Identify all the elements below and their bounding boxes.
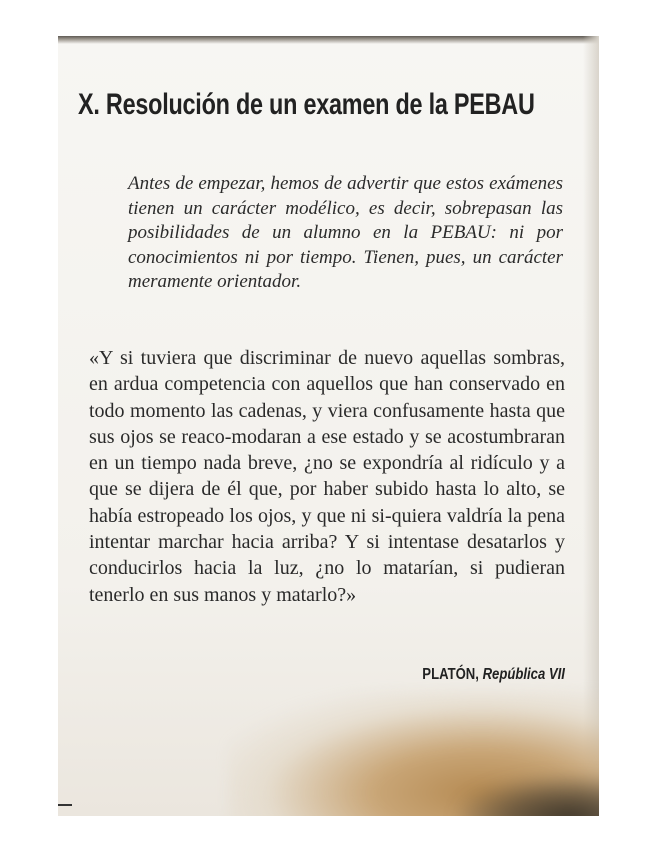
section-title: X. Resolución de un examen de la PEBAU [78, 88, 535, 121]
book-page [58, 36, 599, 816]
quote-paragraph: «Y si tuviera que discriminar de nuevo aquellas sombras, en ardua competencia con aquellos que han conservado en todo momento las cadenas, y viera confusamente hasta que sus ojos se reaco-modaran a ese estado y se acostumbraran en un tiempo nada breve, ¿no se expondría al ridículo y a que se dijera de él que, por haber subido hasta lo alto, se había estropeado los ojos, y que ni si-quiera valdría la pena intentar marchar hacia arriba? Y si intentase desatarlos y conducirlos hacia la luz, ¿no lo matarían, si pudieran tenerlo en sus manos y matarlo?» [89, 347, 565, 606]
attribution-work: República VII [482, 666, 565, 683]
attribution-author: PLATÓN, [422, 666, 479, 683]
page-top-shadow [58, 36, 599, 44]
intro-paragraph: Antes de empezar, hemos de advertir que estos exámenes tienen un carácter modélico, es decir, sobrepasan las posibilidades de un alumno en la PEBAU: ni por conocimientos ni por tiempo. Tienen, pues, un carácter meramente orientador. [128, 173, 563, 293]
quote-attribution [422, 666, 565, 684]
page-corner-mark [58, 804, 72, 806]
thumb-shadow [458, 776, 599, 816]
